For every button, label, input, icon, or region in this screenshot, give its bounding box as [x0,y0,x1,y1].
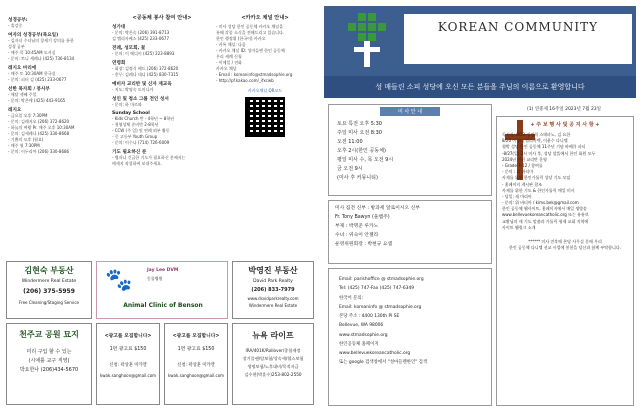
text-line: Tel: (425) 747-Fax (425) 747-6349 [339,286,415,292]
ads-section [4,261,316,408]
text-line: - 카카오 채널 ID: 성마들렌 한인 공동체 [216,48,285,53]
ad-footer: Windermere Real Estate [248,303,298,308]
text-line: 한인 공동체 웹사이트, 홈페이지에서 매일 생방송 [502,206,587,212]
section-title: 레지오 마리애 [8,66,37,71]
text-line: 본당 주소 : 4400 130th Pl SE [339,314,400,319]
section-line: 김 엘리자베스 (425) 233-0677 [112,36,170,41]
ad-title: 뉴욕 라이프 [252,331,294,340]
section-title: 성경공부: [8,18,28,23]
text-line: - Grade 7-12 / 참여를 [502,162,543,168]
notices-title: + 주 보 행 사 및 공 지 사 항 + [530,122,600,128]
ad-line: 김수현(박훈수)253-802-2550 [244,371,302,377]
text-line: - http://pf.kakao.com/_ifxcwb [216,78,274,83]
text-line: 부제 : 박명준 루카노 [335,224,379,230]
ad-subtitle: David Park Realty [253,279,293,284]
text-line: 주일 미사 오전 8:30 [337,130,382,136]
section-line: - 문의: 김세레나 (425) 330-8668 [8,131,70,136]
section-line: - 김자녀 수녀님의 창세기 강의를 통한 [8,38,74,43]
section-line: - 지도: 박명숙 도미니카 [112,87,154,92]
ad-recruit-1 [96,323,160,405]
ad-title: 박영진 부동산 [248,266,298,275]
section-title: 예비자 교리반 및 신자 재교육 [112,82,172,87]
ad-park-realty [232,261,314,319]
text-line: 사제를 위한 기도 & 한인가톨릭 매일 미사 [502,187,575,193]
text-line: 8/20 이경미 엘리사벳, 이윤수 다니엘 [502,138,568,144]
ad-line: 미리 구입 할 수 있는 [26,349,72,355]
section-line: - 중 고등부 Youth Group [112,134,158,139]
section-line: - CCW (주 일) 및 연례 외부 활동 [112,128,170,133]
section-line: - 문의: 이두리아 (206) 330-8686 [8,149,70,154]
text-line: 오전 11:00 [337,139,363,145]
left-column-3 [216,14,314,137]
text-line: - 이메일 / 전화 [216,60,242,65]
text-line: 한국어 문의: [339,295,364,301]
ad-phone: (206) 833-7979 [251,287,295,293]
ad-lines [233,347,313,379]
text-line: - 당일: 새 마리아 [502,193,532,199]
mass-info-box [328,104,492,196]
ad-cemetery [6,323,92,405]
ad-line: IRA/401K/Rollover/종합재정 [245,348,301,353]
text-line: (미사 후 커뮤니티) [337,175,378,181]
section-line: - 금요일 오후 7:30PM [8,113,48,118]
section-line: 메세지 작성하여 보내주세요. [112,161,163,166]
section-title: 레지오 [8,108,22,113]
ad-newyork-life [232,323,314,405]
text-line: ****** 미사 전후에 본당 사무실 문에 우리 [528,239,602,244]
ad-subtitle: Windermere Real Estate [21,279,77,284]
text-line: 한인공동체 홈페이지 [339,341,379,347]
ad-email: kwak.sanghoon@gmail.com [99,373,157,378]
text-line: 수녀 : 위숙이 안젤라 [335,233,379,239]
text-line: 금 오전 9시 [337,166,363,172]
ad-kim-realty [6,261,92,319]
header [324,6,636,76]
ad-line: 장기플랜/암보험/상속세/헬스보험 [242,355,304,361]
section-title: 기도 필요하신 분 [112,150,147,155]
section-line: - 문의: 박은애 (425) 443-9165 [8,98,66,103]
section-line: - 문의: 박은숙 (206) 391-8713 [112,30,170,35]
ad-title: <광고를 모집합니다> [104,334,152,339]
ad-contact: 신청: 곽상훈 미카엘 [177,363,215,368]
ad-title: 천주교 공원 묘지 [19,330,79,339]
text-line: 또는 google 검색창에서 "성마들렌한인" 검색 [339,360,428,366]
text-line: Bellevue, WA 98006 [339,323,384,329]
section-line: 성경 공부 [8,44,25,49]
column-title: <카카오 채널 안내> [241,15,289,21]
left-column-2 [112,14,212,167]
section-line: - 매주 목 10:45AM 도서실 [8,50,56,55]
ad-animal-clinic [96,261,228,319]
contacts-box [328,268,492,406]
section-line: - 회장: 김정식 베드 (206) 372-8620 [112,66,179,71]
section-line: - 문의: 토니 세레나 (425) 736-8134 [8,56,75,61]
text-line: 오후 2시(한인 공동체) [337,148,386,154]
text-line: 사제를 위한 한인가톨릭 성당 기도 모임 [502,175,571,181]
text-line: 한인 공동체 다니엘 선교 사업에 봉헌을 당신과 함께 부탁합니다. [509,245,621,251]
mass-title: 미 사 안 내 [380,107,440,116]
section-line: - 하늘의 여왕 Pr. 매주 오후 10:30AM [8,125,75,130]
page-subtitle: at St. Madeleine Sophie Catholic Parish [427,54,609,64]
text-line: 카카오 채널 [216,66,237,71]
pet-icon: 🐾 [105,268,133,293]
text-line: 통해 각종 소식을 전해드리고 있습니다. [216,30,285,35]
text-line: 교황님의 새 기도 말씀과 가톨릭 형제 교회 지역에 [502,218,589,224]
section-line: - 휴강중 [8,23,23,28]
ad-contact: 신청: 곽상훈 미카엘 [109,363,147,368]
right-page [324,6,636,408]
section-line: - 문의: 이수나 (714) 726-6009 [112,140,170,145]
text-line: 운영위원회장 : 박현규 요셉 [335,242,393,248]
text-line: www.bellevuekoreancatholic.org [339,351,411,356]
section-title: 성인 및 청소 그룹 전인 성서 [112,97,169,102]
ad-title: <광고를 모집합니다> [172,334,220,339]
section-title: 연령회 [112,61,126,66]
ad-web: www.dsvidparkrealty.com [247,296,299,301]
section-line: - 매주 토 10:30AM 한국실 [8,71,56,76]
section-line: - 매주 월 7:30PM [8,143,40,148]
section-line: - 첫영성체 준비반 2-8학년 [112,122,159,127]
left-page [4,6,316,408]
text-line: 미사 집전 신부 : 방과세 알로이시오 신부 [335,206,420,211]
text-line: 우리 세례 신청 [216,54,242,59]
qr-code [245,97,285,137]
text-line: 사이트 웹링크 소개 [502,224,536,230]
ad-price: 1면 광고료 $150 [177,347,215,352]
ad-lines [7,348,91,375]
ad-title: Animal Clinic of Benson [123,302,203,309]
qr-label: 카카오채널 QR코드 [247,88,283,93]
section-line: - 문의: 김레지오 (206) 372-8620 [8,119,70,124]
section-line: - 매달 셋째 주일 [8,92,37,97]
page-title: KOREAN COMMUNITY [437,20,599,34]
ad-phone: (206) 375-5959 [23,288,75,295]
text-line: 평일 미사 수, 목 오전 9시 [337,157,394,163]
section-line: - 문의: 피터 김 (425) 233-0677 [8,77,67,82]
text-line: www.stmadsophie.org [339,332,388,338]
ad-line: 박요한나 (206)434-5670 [19,367,79,373]
ad-line: 생명보험/노후대비/목적자금 [247,363,299,369]
section-line: - 문의: 하 마르따 [112,102,142,107]
section-line: - Kids Church 반 - 4학년 ~ 8학년 [112,116,175,121]
text-line: -8/27(일) 2시 미사 후, 성당 앞뜰에서 한인 회원 모두 [502,150,596,156]
ad-subtitle: 동물병원 [147,276,163,281]
text-line: - 문의 : 위 바티마 [502,169,534,175]
section-title: Sunday School [112,111,150,116]
text-line: 2024년 견진 교리반 운영 [502,156,547,162]
text-line: 협박 성당 한인 공동체 11주년 기념 바베큐 파티 [502,144,586,150]
text-line: 독서자: 8/13 김정희 스테파노, 김 요한 [502,132,571,137]
text-line: - 미사 성당 한인 공동체 카카오 채널을 [216,24,284,29]
notices-box [496,116,634,406]
section-line: - 문의: 이 에디이 (425) 223-8893 [112,51,175,56]
text-line: - 카톡 채널: 다음 [216,42,246,47]
column-title: <공동체 봉사 참여 안내> [132,15,192,21]
text-line: Email: koreaninfo @ stmadsophie.org [339,304,422,310]
welcome-banner: 성 매들린 소피 성당에 오신 모든 분들을 주님의 이름으로 환영합니다 [324,76,636,98]
ad-email: kwak.sanghoon@gmail.com [167,373,225,378]
ad-line: (시애틀 교구 직영) [28,358,70,364]
text-line: Fr. Tony Bawyn (울햄주) [335,215,390,221]
date-line: (1) 연중제 16주일 2023년 7월 23일 [526,107,602,112]
ad-doctor: Jay Lee DVM [147,268,179,273]
text-line: - 홈페이지 게시판 참조 [502,181,543,187]
ad-price: 1면 광고료 $150 [109,347,147,352]
section-title: 전례, 성모회, 꽃 [112,46,146,51]
text-line: - Email : koreaninfo@stmadsophie.org [216,72,293,77]
section-line: - 총무: 김레나 데니 (425) 830-7315 [112,72,179,77]
text-line: 한인 행정위 (한국어) 카카오 [216,36,266,41]
section-line: - 기쁨의 모후 (월요) [8,137,44,142]
church-logo-icon [336,11,398,71]
text-line: www.bellevuekoreancatholic.org 또는 유튜브 [502,212,589,218]
ad-recruit-2 [164,323,228,405]
section-line: - 병자나 긴급한 기도가 필요하신 분께서는 [112,155,186,160]
clergy-box [328,200,492,264]
text-line: Email: parishoffice @ stmadsophie.org [339,277,424,282]
ad-footer: Free Cleaning/Staging Service [19,300,79,305]
ad-title: 김현숙 부동산 [24,266,74,275]
section-title: 선한 목자회 / 봉사부 [8,87,50,92]
section-title: 여자의 성경공부(목요일) [8,33,59,38]
section-title: 성가대 [112,25,126,30]
text-line: 토요 특전 오후 5:30 [337,121,382,127]
left-column-1 [8,14,108,155]
text-line: - 문의: 위 바티마 / kims.bek@gmail.com [502,200,579,206]
